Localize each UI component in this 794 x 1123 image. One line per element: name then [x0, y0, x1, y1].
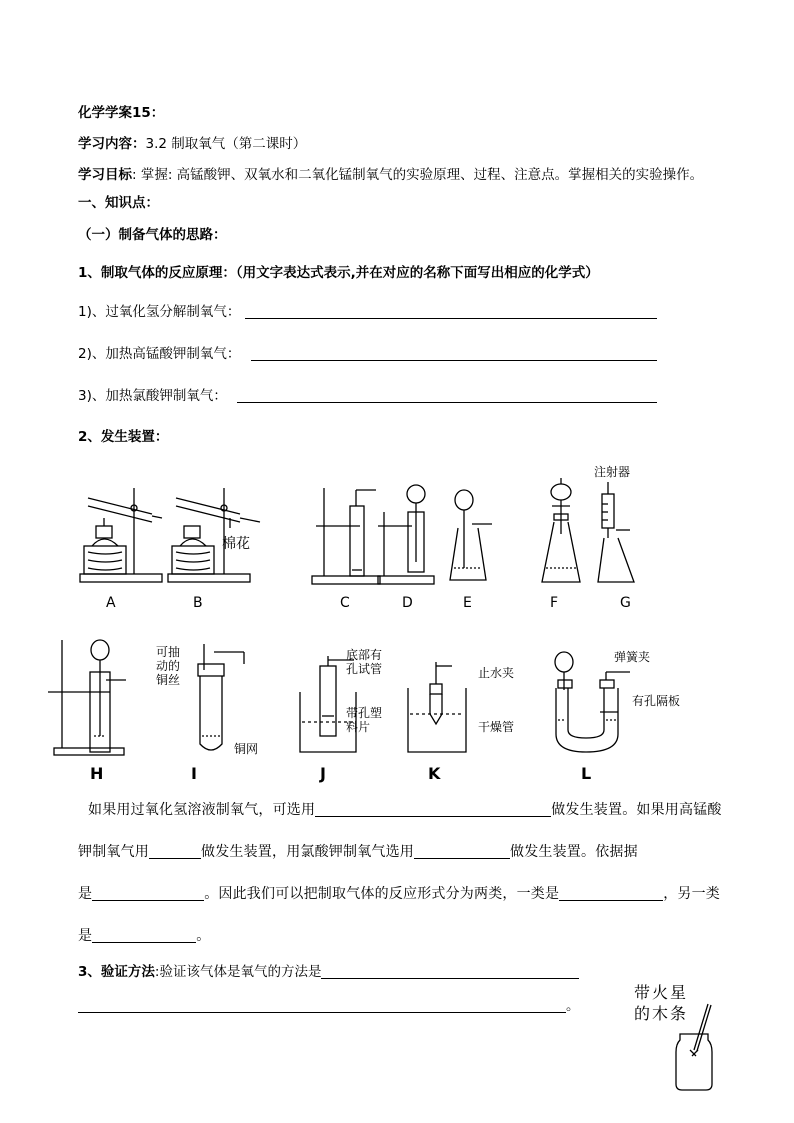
paragraph-text-3b: 。因此我们可以把制取气体的反应形式分为两类，一类是 [204, 886, 560, 902]
apparatus-g-figure [596, 474, 646, 588]
paragraph-text-3c: ，另一类 [663, 886, 721, 902]
paragraph-line-2 [78, 843, 638, 861]
copper-wire-note-line2: 动的 [156, 659, 181, 673]
study-content [78, 135, 306, 153]
oxygen-bottle-splint-figure [670, 1004, 720, 1092]
answer-blank-verify-1[interactable] [321, 964, 579, 979]
paragraph-text-4b: 。 [196, 928, 211, 944]
paragraph-text-1a: 如果用过氧化氢溶液制氧气，可选用 [88, 802, 316, 818]
question-3-label: 3)、加热氯酸钾制氧气： [78, 388, 227, 404]
section-knowledge-heading: 一、知识点： [78, 195, 159, 211]
paragraph-line-4 [78, 927, 210, 945]
cotton-note: 棉花 [222, 536, 250, 552]
verify-method-end: 。 [566, 998, 580, 1014]
label-h: H [90, 764, 104, 783]
spring-clamp-note: 弹簧夹 [614, 650, 651, 664]
study-goal-label: 学习目标 [78, 167, 132, 183]
study-content-label: 学习内容： [78, 136, 146, 152]
label-k: K [428, 764, 441, 783]
answer-blank-h2o2-device[interactable] [315, 802, 551, 817]
stop-clamp-note: 止水夹 [478, 666, 515, 680]
apparatus-h-figure [44, 636, 134, 756]
glowing-splint-note-line1: 带火星 [634, 983, 689, 1002]
label-l: L [581, 764, 592, 783]
item2-title: 2、发生装置： [78, 429, 169, 445]
paragraph-text-1b: 做发生装置。如果用高锰酸 [551, 802, 722, 818]
perforated-tube-note-line2: 孔试管 [346, 662, 383, 676]
answer-blank-kclo3-device[interactable] [414, 844, 510, 859]
label-d: D [402, 595, 413, 611]
question-2 [78, 345, 657, 363]
drying-tube-note: 干燥管 [478, 720, 515, 734]
answer-blank-kmno4-device[interactable] [149, 844, 201, 859]
study-content-value: 3.2 制取氧气（第二课时） [145, 136, 307, 152]
label-j: J [320, 764, 326, 783]
paragraph-text-2c: 做发生装置。依据据 [510, 844, 638, 860]
label-a: A [106, 595, 116, 611]
question-2-label: 2)、加热高锰酸钾制氧气： [78, 346, 241, 362]
label-g: G [620, 595, 631, 611]
verify-method-line-2 [78, 997, 580, 1015]
study-goal-text: : 掌握: 高锰酸钾、双氧水和二氧化锰制氧气的实验原理、过程、注意点。掌握相关的实验操作。 [132, 167, 704, 183]
apparatus-f-figure [538, 474, 588, 588]
paragraph-text-3a: 是 [78, 886, 93, 902]
worksheet-title: 化学学案15： [78, 105, 165, 121]
answer-blank-type-2[interactable] [92, 928, 196, 943]
label-i: I [191, 764, 197, 783]
apparatus-k-figure [404, 660, 474, 756]
label-c: C [340, 595, 350, 611]
paragraph-text-2a: 钾制氧气用 [78, 844, 149, 860]
copper-wire-note-line1: 可抽 [156, 645, 181, 659]
copper-wire-note [156, 645, 180, 687]
apparatus-i-figure [190, 640, 260, 754]
study-goal [78, 166, 703, 184]
paragraph-line-1 [88, 801, 722, 819]
label-f: F [550, 595, 559, 611]
label-e: E [463, 595, 472, 611]
sub-heading-approach: （一）制备气体的思路： [78, 227, 227, 243]
plastic-sheet-note [346, 706, 382, 734]
apparatus-c-figure [312, 486, 382, 586]
perforated-tube-note [346, 648, 382, 676]
verify-method-line [78, 963, 579, 981]
copper-wire-note-line3: 铜丝 [156, 673, 181, 687]
copper-mesh-note: 铜网 [234, 742, 259, 756]
apparatus-a-figure [74, 478, 164, 588]
answer-blank-verify-2[interactable] [78, 998, 566, 1013]
glowing-splint-note-line2: 的木条 [634, 1004, 689, 1023]
apparatus-d-figure [376, 482, 436, 586]
answer-blank-type-1[interactable] [559, 886, 663, 901]
question-3 [78, 387, 657, 405]
plastic-sheet-note-line2: 料片 [346, 720, 371, 734]
apparatus-l-figure [546, 650, 630, 754]
answer-blank-basis[interactable] [92, 886, 204, 901]
question-1 [78, 303, 657, 321]
verify-method-title: 3、验证方法 [78, 964, 155, 980]
perforated-tube-note-line1: 底部有 [346, 648, 383, 662]
item1-title: 1、制取气体的反应原理：（用文字表达式表示,并在对应的名称下面写出相应的化学式） [78, 265, 599, 281]
verify-method-text: :验证该气体是氧气的方法是 [154, 964, 322, 980]
plastic-sheet-note-line1: 带孔塑 [346, 706, 383, 720]
label-b: B [193, 595, 203, 611]
answer-blank-3[interactable] [237, 388, 657, 403]
syringe-note: 注射器 [594, 465, 631, 479]
paragraph-line-3 [78, 885, 720, 903]
paragraph-text-2b: 做发生装置，用氯酸钾制氧气选用 [201, 844, 414, 860]
paragraph-text-4a: 是 [78, 928, 93, 944]
answer-blank-2[interactable] [251, 346, 657, 361]
apparatus-e-figure [448, 488, 496, 588]
answer-blank-1[interactable] [245, 304, 657, 319]
question-1-label: 1)、过氧化氢分解制氧气： [78, 304, 241, 320]
perforated-plate-note: 有孔隔板 [632, 694, 681, 708]
